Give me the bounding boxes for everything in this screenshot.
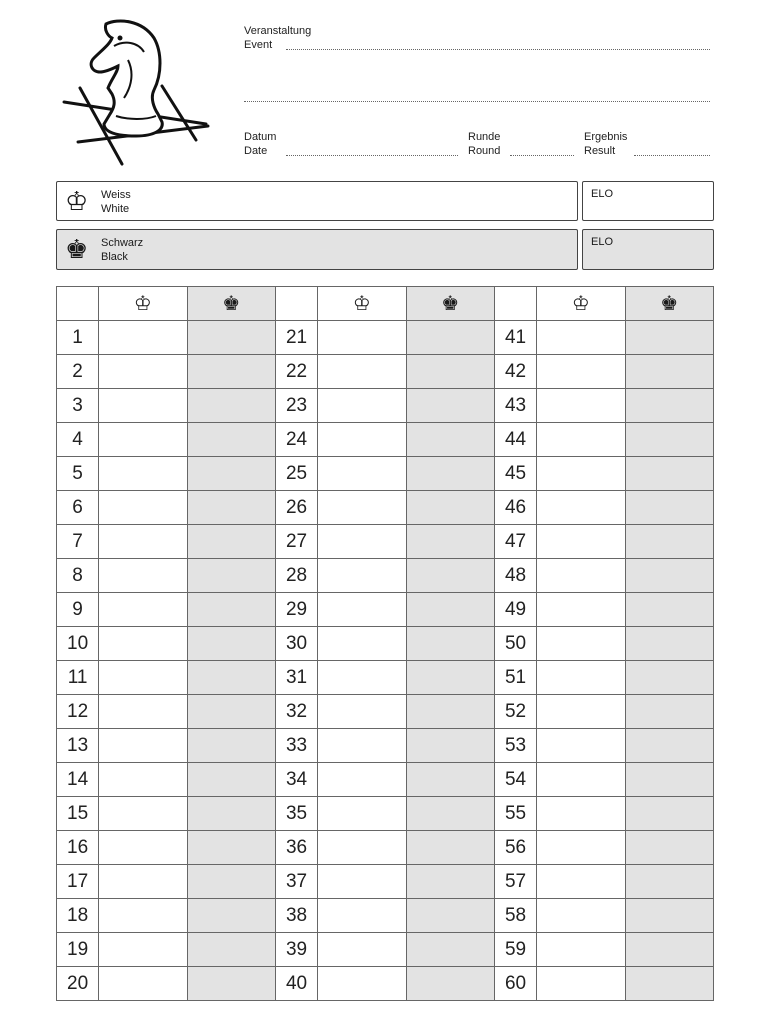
move-number-header bbox=[494, 287, 536, 321]
black-move-cell[interactable] bbox=[187, 491, 275, 525]
black-move-cell[interactable] bbox=[187, 423, 275, 457]
move-number-header bbox=[57, 287, 99, 321]
black-move-cell[interactable] bbox=[406, 627, 494, 661]
move-number: 53 bbox=[494, 729, 536, 763]
white-move-cell[interactable] bbox=[537, 559, 625, 593]
black-move-cell[interactable] bbox=[406, 695, 494, 729]
move-number: 56 bbox=[494, 831, 536, 865]
white-move-cell[interactable] bbox=[318, 423, 406, 457]
black-move-cell[interactable] bbox=[625, 661, 713, 695]
move-row bbox=[57, 729, 714, 763]
move-row bbox=[57, 457, 714, 491]
black-move-cell[interactable] bbox=[406, 899, 494, 933]
move-number: 5 bbox=[57, 457, 99, 491]
move-number: 57 bbox=[494, 865, 536, 899]
move-number: 28 bbox=[275, 559, 317, 593]
white-move-cell[interactable] bbox=[537, 593, 625, 627]
move-row bbox=[57, 559, 714, 593]
black-move-cell[interactable] bbox=[625, 627, 713, 661]
white-elo-label: ELO bbox=[591, 188, 614, 200]
move-row bbox=[57, 389, 714, 423]
black-move-cell[interactable] bbox=[625, 559, 713, 593]
move-number: 36 bbox=[275, 831, 317, 865]
black-move-cell[interactable] bbox=[406, 933, 494, 967]
black-move-cell[interactable] bbox=[187, 831, 275, 865]
white-move-cell[interactable] bbox=[318, 967, 406, 1001]
white-move-cell[interactable] bbox=[537, 831, 625, 865]
white-move-cell[interactable] bbox=[537, 899, 625, 933]
white-move-cell[interactable] bbox=[99, 865, 187, 899]
move-number: 32 bbox=[275, 695, 317, 729]
move-number: 22 bbox=[275, 355, 317, 389]
white-move-cell[interactable] bbox=[537, 729, 625, 763]
black-king-icon: ♚ bbox=[65, 234, 89, 264]
white-move-cell[interactable] bbox=[318, 695, 406, 729]
white-move-cell[interactable] bbox=[318, 933, 406, 967]
black-move-cell[interactable] bbox=[187, 763, 275, 797]
result-field[interactable] bbox=[634, 155, 710, 156]
white-king-icon: ♔ bbox=[99, 287, 187, 321]
black-move-cell[interactable] bbox=[625, 899, 713, 933]
move-number: 27 bbox=[275, 525, 317, 559]
black-move-cell[interactable] bbox=[187, 695, 275, 729]
black-move-cell[interactable] bbox=[625, 695, 713, 729]
round-label-de: Runde bbox=[468, 131, 501, 143]
black-move-cell[interactable] bbox=[625, 355, 713, 389]
move-row bbox=[57, 797, 714, 831]
move-row bbox=[57, 695, 714, 729]
black-move-cell[interactable] bbox=[625, 457, 713, 491]
white-move-cell[interactable] bbox=[537, 661, 625, 695]
move-number: 13 bbox=[57, 729, 99, 763]
black-move-cell[interactable] bbox=[406, 967, 494, 1001]
white-move-cell[interactable] bbox=[99, 661, 187, 695]
white-move-cell[interactable] bbox=[537, 763, 625, 797]
black-move-cell[interactable] bbox=[187, 627, 275, 661]
move-row bbox=[57, 933, 714, 967]
black-move-cell[interactable] bbox=[406, 491, 494, 525]
move-number: 9 bbox=[57, 593, 99, 627]
move-row bbox=[57, 899, 714, 933]
black-move-cell[interactable] bbox=[187, 321, 275, 355]
black-move-cell[interactable] bbox=[187, 661, 275, 695]
move-number: 3 bbox=[57, 389, 99, 423]
black-king-icon: ♚ bbox=[187, 287, 275, 321]
black-move-cell[interactable] bbox=[187, 389, 275, 423]
move-number: 59 bbox=[494, 933, 536, 967]
black-move-cell[interactable] bbox=[406, 763, 494, 797]
move-row bbox=[57, 627, 714, 661]
white-move-cell[interactable] bbox=[318, 525, 406, 559]
black-move-cell[interactable] bbox=[625, 933, 713, 967]
black-elo-label: ELO bbox=[591, 236, 614, 248]
move-number: 38 bbox=[275, 899, 317, 933]
move-number: 51 bbox=[494, 661, 536, 695]
black-move-cell[interactable] bbox=[406, 389, 494, 423]
move-number: 43 bbox=[494, 389, 536, 423]
black-move-cell[interactable] bbox=[625, 865, 713, 899]
result-label-en: Result bbox=[584, 145, 616, 157]
white-king-icon: ♔ bbox=[537, 287, 625, 321]
black-move-cell[interactable] bbox=[625, 423, 713, 457]
move-number: 33 bbox=[275, 729, 317, 763]
black-move-cell[interactable] bbox=[187, 967, 275, 1001]
move-row bbox=[57, 525, 714, 559]
move-number: 19 bbox=[57, 933, 99, 967]
white-move-cell[interactable] bbox=[318, 559, 406, 593]
black-king-icon: ♚ bbox=[625, 287, 713, 321]
white-move-cell[interactable] bbox=[99, 525, 187, 559]
black-move-cell[interactable] bbox=[187, 899, 275, 933]
black-move-cell[interactable] bbox=[187, 457, 275, 491]
black-move-cell[interactable] bbox=[406, 865, 494, 899]
white-move-cell[interactable] bbox=[537, 457, 625, 491]
white-move-cell[interactable] bbox=[318, 797, 406, 831]
move-number: 50 bbox=[494, 627, 536, 661]
white-move-cell[interactable] bbox=[537, 321, 625, 355]
white-move-cell[interactable] bbox=[99, 423, 187, 457]
white-move-cell[interactable] bbox=[318, 593, 406, 627]
move-row bbox=[57, 491, 714, 525]
white-move-cell[interactable] bbox=[99, 933, 187, 967]
move-number: 16 bbox=[57, 831, 99, 865]
move-row bbox=[57, 593, 714, 627]
black-move-cell[interactable] bbox=[406, 661, 494, 695]
white-move-cell[interactable] bbox=[318, 457, 406, 491]
move-row bbox=[57, 321, 714, 355]
move-number-header bbox=[275, 287, 317, 321]
move-number: 40 bbox=[275, 967, 317, 1001]
white-move-cell[interactable] bbox=[537, 865, 625, 899]
white-move-cell[interactable] bbox=[99, 321, 187, 355]
move-number: 44 bbox=[494, 423, 536, 457]
white-king-icon: ♔ bbox=[318, 287, 406, 321]
black-move-cell[interactable] bbox=[406, 321, 494, 355]
move-row bbox=[57, 865, 714, 899]
move-number: 34 bbox=[275, 763, 317, 797]
black-label-en: Black bbox=[101, 251, 128, 263]
move-number: 58 bbox=[494, 899, 536, 933]
moves-header-row bbox=[57, 287, 714, 321]
moves-table bbox=[56, 286, 714, 1001]
date-label-de: Datum bbox=[244, 131, 277, 143]
black-move-cell[interactable] bbox=[406, 729, 494, 763]
black-move-cell[interactable] bbox=[187, 797, 275, 831]
black-move-cell[interactable] bbox=[187, 559, 275, 593]
move-number: 35 bbox=[275, 797, 317, 831]
white-move-cell[interactable] bbox=[318, 865, 406, 899]
white-move-cell[interactable] bbox=[99, 763, 187, 797]
move-number: 47 bbox=[494, 525, 536, 559]
white-label-en: White bbox=[101, 203, 130, 215]
move-number: 46 bbox=[494, 491, 536, 525]
move-number: 11 bbox=[57, 661, 99, 695]
move-row bbox=[57, 423, 714, 457]
white-move-cell[interactable] bbox=[318, 355, 406, 389]
white-move-cell[interactable] bbox=[318, 763, 406, 797]
black-elo-field[interactable] bbox=[582, 229, 714, 270]
white-move-cell[interactable] bbox=[318, 831, 406, 865]
black-move-cell[interactable] bbox=[187, 355, 275, 389]
white-move-cell[interactable] bbox=[537, 933, 625, 967]
black-move-cell[interactable] bbox=[187, 865, 275, 899]
move-row bbox=[57, 661, 714, 695]
move-number: 30 bbox=[275, 627, 317, 661]
black-move-cell[interactable] bbox=[625, 831, 713, 865]
move-number: 17 bbox=[57, 865, 99, 899]
white-move-cell[interactable] bbox=[99, 559, 187, 593]
white-elo-field[interactable] bbox=[582, 181, 714, 221]
event-field[interactable] bbox=[286, 49, 710, 50]
move-number: 31 bbox=[275, 661, 317, 695]
move-row bbox=[57, 967, 714, 1001]
event-label-de: Veranstaltung bbox=[244, 25, 312, 37]
move-number: 49 bbox=[494, 593, 536, 627]
move-number: 29 bbox=[275, 593, 317, 627]
black-move-cell[interactable] bbox=[187, 593, 275, 627]
white-move-cell[interactable] bbox=[318, 729, 406, 763]
move-number: 26 bbox=[275, 491, 317, 525]
black-move-cell[interactable] bbox=[625, 729, 713, 763]
move-number: 42 bbox=[494, 355, 536, 389]
move-row bbox=[57, 355, 714, 389]
white-move-cell[interactable] bbox=[318, 627, 406, 661]
white-move-cell[interactable] bbox=[318, 491, 406, 525]
black-move-cell[interactable] bbox=[406, 559, 494, 593]
move-number: 55 bbox=[494, 797, 536, 831]
move-number: 1 bbox=[57, 321, 99, 355]
move-number: 37 bbox=[275, 865, 317, 899]
move-number: 6 bbox=[57, 491, 99, 525]
white-move-cell[interactable] bbox=[537, 627, 625, 661]
white-move-cell[interactable] bbox=[537, 525, 625, 559]
move-number: 60 bbox=[494, 967, 536, 1001]
move-number: 21 bbox=[275, 321, 317, 355]
black-king-icon: ♚ bbox=[406, 287, 494, 321]
black-move-cell[interactable] bbox=[625, 797, 713, 831]
event-label-en: Event bbox=[244, 39, 273, 51]
white-player-field[interactable] bbox=[56, 181, 578, 221]
white-move-cell[interactable] bbox=[537, 491, 625, 525]
white-move-cell[interactable] bbox=[318, 321, 406, 355]
move-row bbox=[57, 763, 714, 797]
white-move-cell[interactable] bbox=[99, 729, 187, 763]
move-number: 15 bbox=[57, 797, 99, 831]
black-move-cell[interactable] bbox=[406, 457, 494, 491]
result-label-de: Ergebnis bbox=[584, 131, 628, 143]
white-move-cell[interactable] bbox=[99, 491, 187, 525]
event-field-line-2[interactable] bbox=[244, 101, 710, 102]
white-move-cell[interactable] bbox=[537, 389, 625, 423]
knight-logo bbox=[58, 16, 216, 166]
black-player-field[interactable] bbox=[56, 229, 578, 270]
move-number: 25 bbox=[275, 457, 317, 491]
move-number: 4 bbox=[57, 423, 99, 457]
black-move-cell[interactable] bbox=[625, 321, 713, 355]
white-move-cell[interactable] bbox=[537, 797, 625, 831]
white-label-de: Weiss bbox=[101, 189, 131, 201]
move-number: 45 bbox=[494, 457, 536, 491]
move-number: 52 bbox=[494, 695, 536, 729]
white-move-cell[interactable] bbox=[99, 355, 187, 389]
black-move-cell[interactable] bbox=[625, 389, 713, 423]
date-field[interactable] bbox=[286, 155, 458, 156]
move-number: 23 bbox=[275, 389, 317, 423]
move-number: 18 bbox=[57, 899, 99, 933]
black-move-cell[interactable] bbox=[625, 491, 713, 525]
black-move-cell[interactable] bbox=[406, 525, 494, 559]
white-move-cell[interactable] bbox=[99, 899, 187, 933]
black-move-cell[interactable] bbox=[406, 355, 494, 389]
white-move-cell[interactable] bbox=[99, 797, 187, 831]
white-king-icon: ♔ bbox=[65, 186, 89, 216]
black-move-cell[interactable] bbox=[625, 967, 713, 1001]
move-number: 39 bbox=[275, 933, 317, 967]
move-number: 48 bbox=[494, 559, 536, 593]
round-field[interactable] bbox=[510, 155, 574, 156]
move-number: 41 bbox=[494, 321, 536, 355]
move-number: 2 bbox=[57, 355, 99, 389]
white-move-cell[interactable] bbox=[99, 695, 187, 729]
white-move-cell[interactable] bbox=[537, 967, 625, 1001]
move-row bbox=[57, 831, 714, 865]
move-number: 24 bbox=[275, 423, 317, 457]
black-move-cell[interactable] bbox=[406, 831, 494, 865]
black-move-cell[interactable] bbox=[625, 525, 713, 559]
black-move-cell[interactable] bbox=[406, 593, 494, 627]
black-label-de: Schwarz bbox=[101, 237, 144, 249]
move-number: 7 bbox=[57, 525, 99, 559]
black-move-cell[interactable] bbox=[187, 525, 275, 559]
white-move-cell[interactable] bbox=[99, 593, 187, 627]
black-move-cell[interactable] bbox=[406, 797, 494, 831]
move-number: 10 bbox=[57, 627, 99, 661]
event-header bbox=[244, 24, 714, 164]
black-move-cell[interactable] bbox=[625, 593, 713, 627]
move-number: 8 bbox=[57, 559, 99, 593]
round-label-en: Round bbox=[468, 145, 501, 157]
date-label-en: Date bbox=[244, 145, 268, 157]
move-number: 20 bbox=[57, 967, 99, 1001]
move-number: 14 bbox=[57, 763, 99, 797]
white-move-cell[interactable] bbox=[318, 389, 406, 423]
black-move-cell[interactable] bbox=[187, 933, 275, 967]
white-move-cell[interactable] bbox=[99, 831, 187, 865]
white-move-cell[interactable] bbox=[537, 423, 625, 457]
move-number: 54 bbox=[494, 763, 536, 797]
white-move-cell[interactable] bbox=[537, 355, 625, 389]
black-move-cell[interactable] bbox=[625, 763, 713, 797]
white-move-cell[interactable] bbox=[537, 695, 625, 729]
white-move-cell[interactable] bbox=[318, 899, 406, 933]
white-move-cell[interactable] bbox=[99, 967, 187, 1001]
white-move-cell[interactable] bbox=[318, 661, 406, 695]
black-move-cell[interactable] bbox=[187, 729, 275, 763]
white-move-cell[interactable] bbox=[99, 457, 187, 491]
move-number: 12 bbox=[57, 695, 99, 729]
black-move-cell[interactable] bbox=[406, 423, 494, 457]
white-move-cell[interactable] bbox=[99, 389, 187, 423]
white-move-cell[interactable] bbox=[99, 627, 187, 661]
